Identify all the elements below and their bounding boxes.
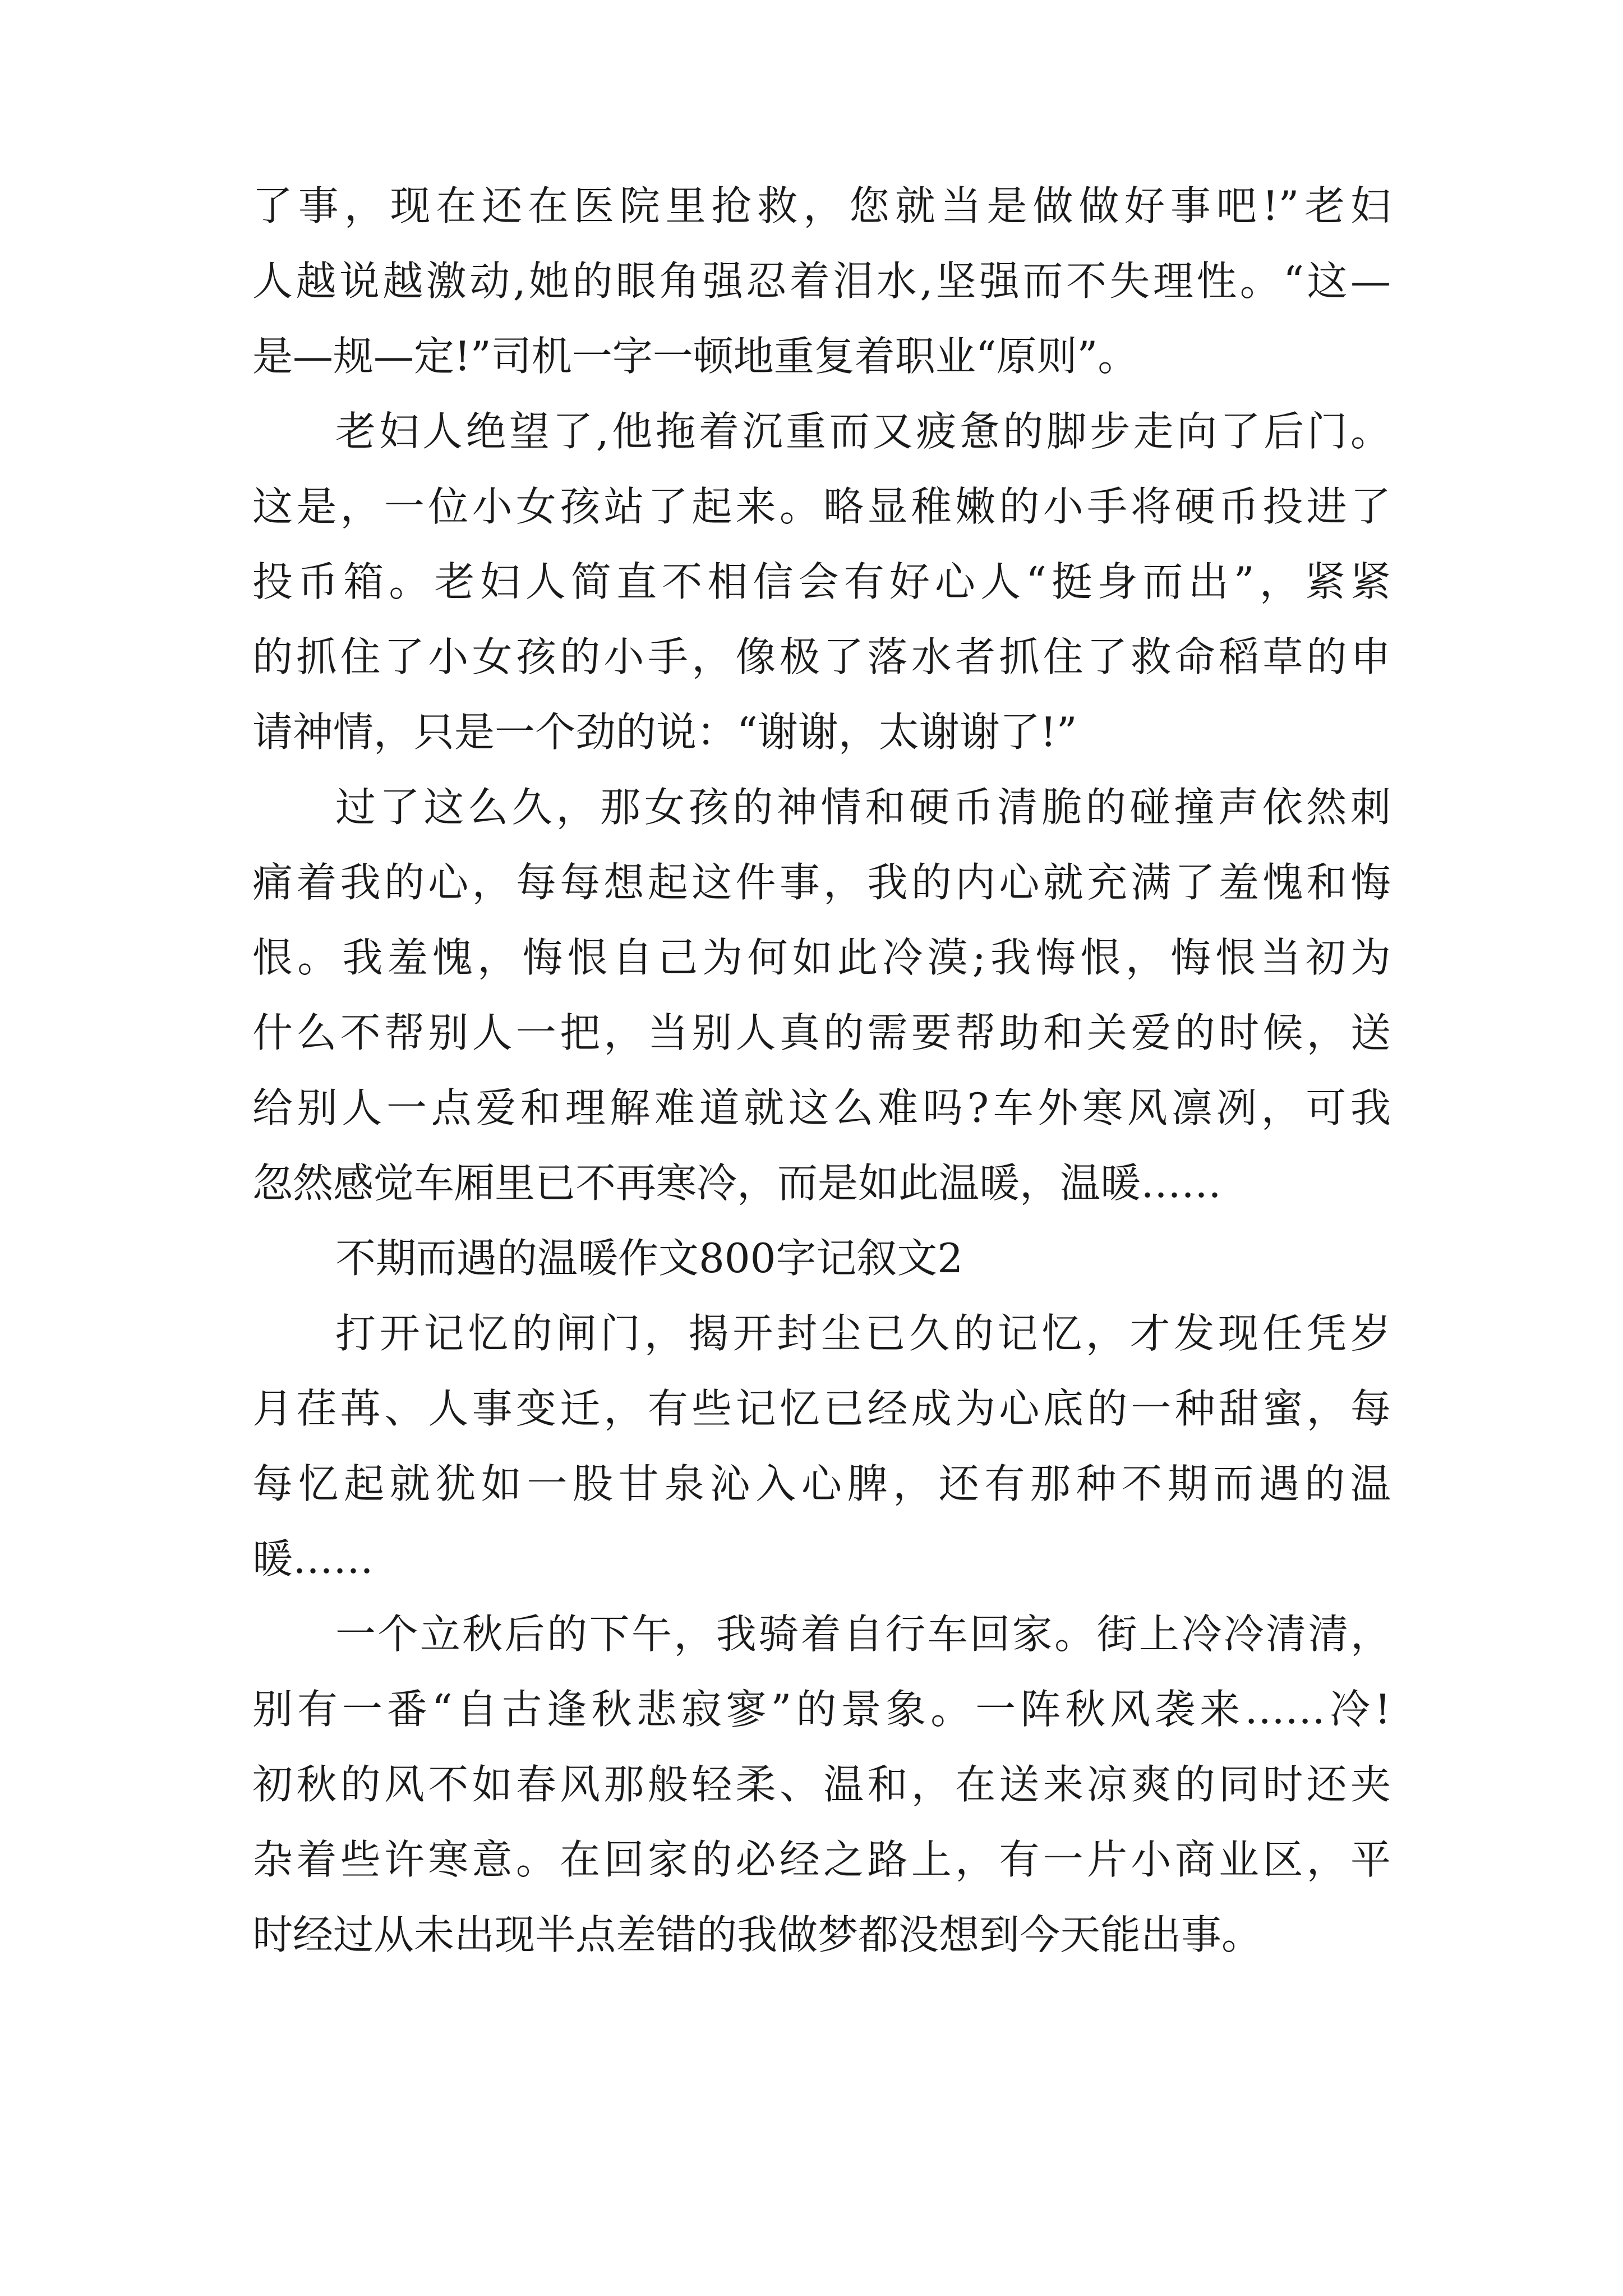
text-line: 人越说越激动,她的眼角强忍着泪水,坚强而不失理性。“这— <box>252 257 1391 305</box>
section-heading <box>252 1221 1391 1296</box>
text-line: 一个立秋后的下午，我骑着自行车回家。街上冷冷清清， <box>335 1611 1391 1658</box>
text-line: 恨。我羞愧，悔恨自己为何如此冷漠;我悔恨，悔恨当初为 <box>252 934 1391 981</box>
text-line: 时经过从未出现半点差错的我做梦都没想到今天能出事。 <box>252 1911 1262 1958</box>
text-line: 每忆起就犹如一股甘泉沁入心脾，还有那种不期而遇的温 <box>252 1460 1391 1507</box>
text-line: 给别人一点爱和理解难道就这么难吗?车外寒风凛冽，可我 <box>252 1084 1391 1131</box>
text-line: 了事，现在还在医院里抢救，您就当是做做好事吧!”老妇 <box>252 182 1391 229</box>
text-line: 别有一番“自古逢秋悲寂寥”的景象。一阵秋风袭来……冷! <box>252 1686 1391 1733</box>
text-line: 投币箱。老妇人简直不相信会有好心人“挺身而出”，紧紧 <box>252 558 1391 605</box>
text-line: 杂着些许寒意。在回家的必经之路上，有一片小商业区，平 <box>252 1836 1391 1883</box>
text-line: 忽然感觉车厢里已不再寒冷，而是如此温暖，温暖…… <box>252 1159 1222 1207</box>
text-line: 打开记忆的闸门，揭开封尘已久的记忆，才发现任凭岁 <box>335 1310 1391 1357</box>
text-line: 痛着我的心，每每想起这件事，我的内心就充满了羞愧和悔 <box>252 859 1391 906</box>
text-line: 的抓住了小女孩的小手，像极了落水者抓住了救命稻草的申 <box>252 633 1391 680</box>
text-line: 是—规—定!”司机一字一顿地重复着职业“原则”。 <box>252 333 1138 380</box>
text-line: 请神情，只是一个劲的说：“谢谢，太谢谢了!” <box>252 708 1077 756</box>
text-line: 初秋的风不如春风那般轻柔、温和，在送来凉爽的同时还夹 <box>252 1761 1391 1808</box>
text-line: 过了这么久，那女孩的神情和硬币清脆的碰撞声依然刺 <box>335 784 1391 831</box>
paragraph-1 <box>252 168 1391 394</box>
paragraph-5 <box>252 1596 1391 1972</box>
text-line: 这是，一位小女孩站了起来。略显稚嫩的小手将硬币投进了 <box>252 483 1391 530</box>
text-line: 暖…… <box>252 1535 374 1582</box>
text-line: 什么不帮别人一把，当别人真的需要帮助和关爱的时候，送 <box>252 1009 1391 1056</box>
paragraph-4 <box>252 1296 1391 1596</box>
document-body <box>252 168 1391 1972</box>
section-title: 不期而遇的温暖作文800字记叙文2 <box>335 1235 963 1282</box>
text-line: 月荏苒、人事变迁，有些记忆已经成为心底的一种甜蜜，每 <box>252 1385 1391 1432</box>
text-line: 老妇人绝望了,他拖着沉重而又疲惫的脚步走向了后门。 <box>335 408 1391 455</box>
paragraph-3 <box>252 770 1391 1221</box>
paragraph-2 <box>252 394 1391 770</box>
